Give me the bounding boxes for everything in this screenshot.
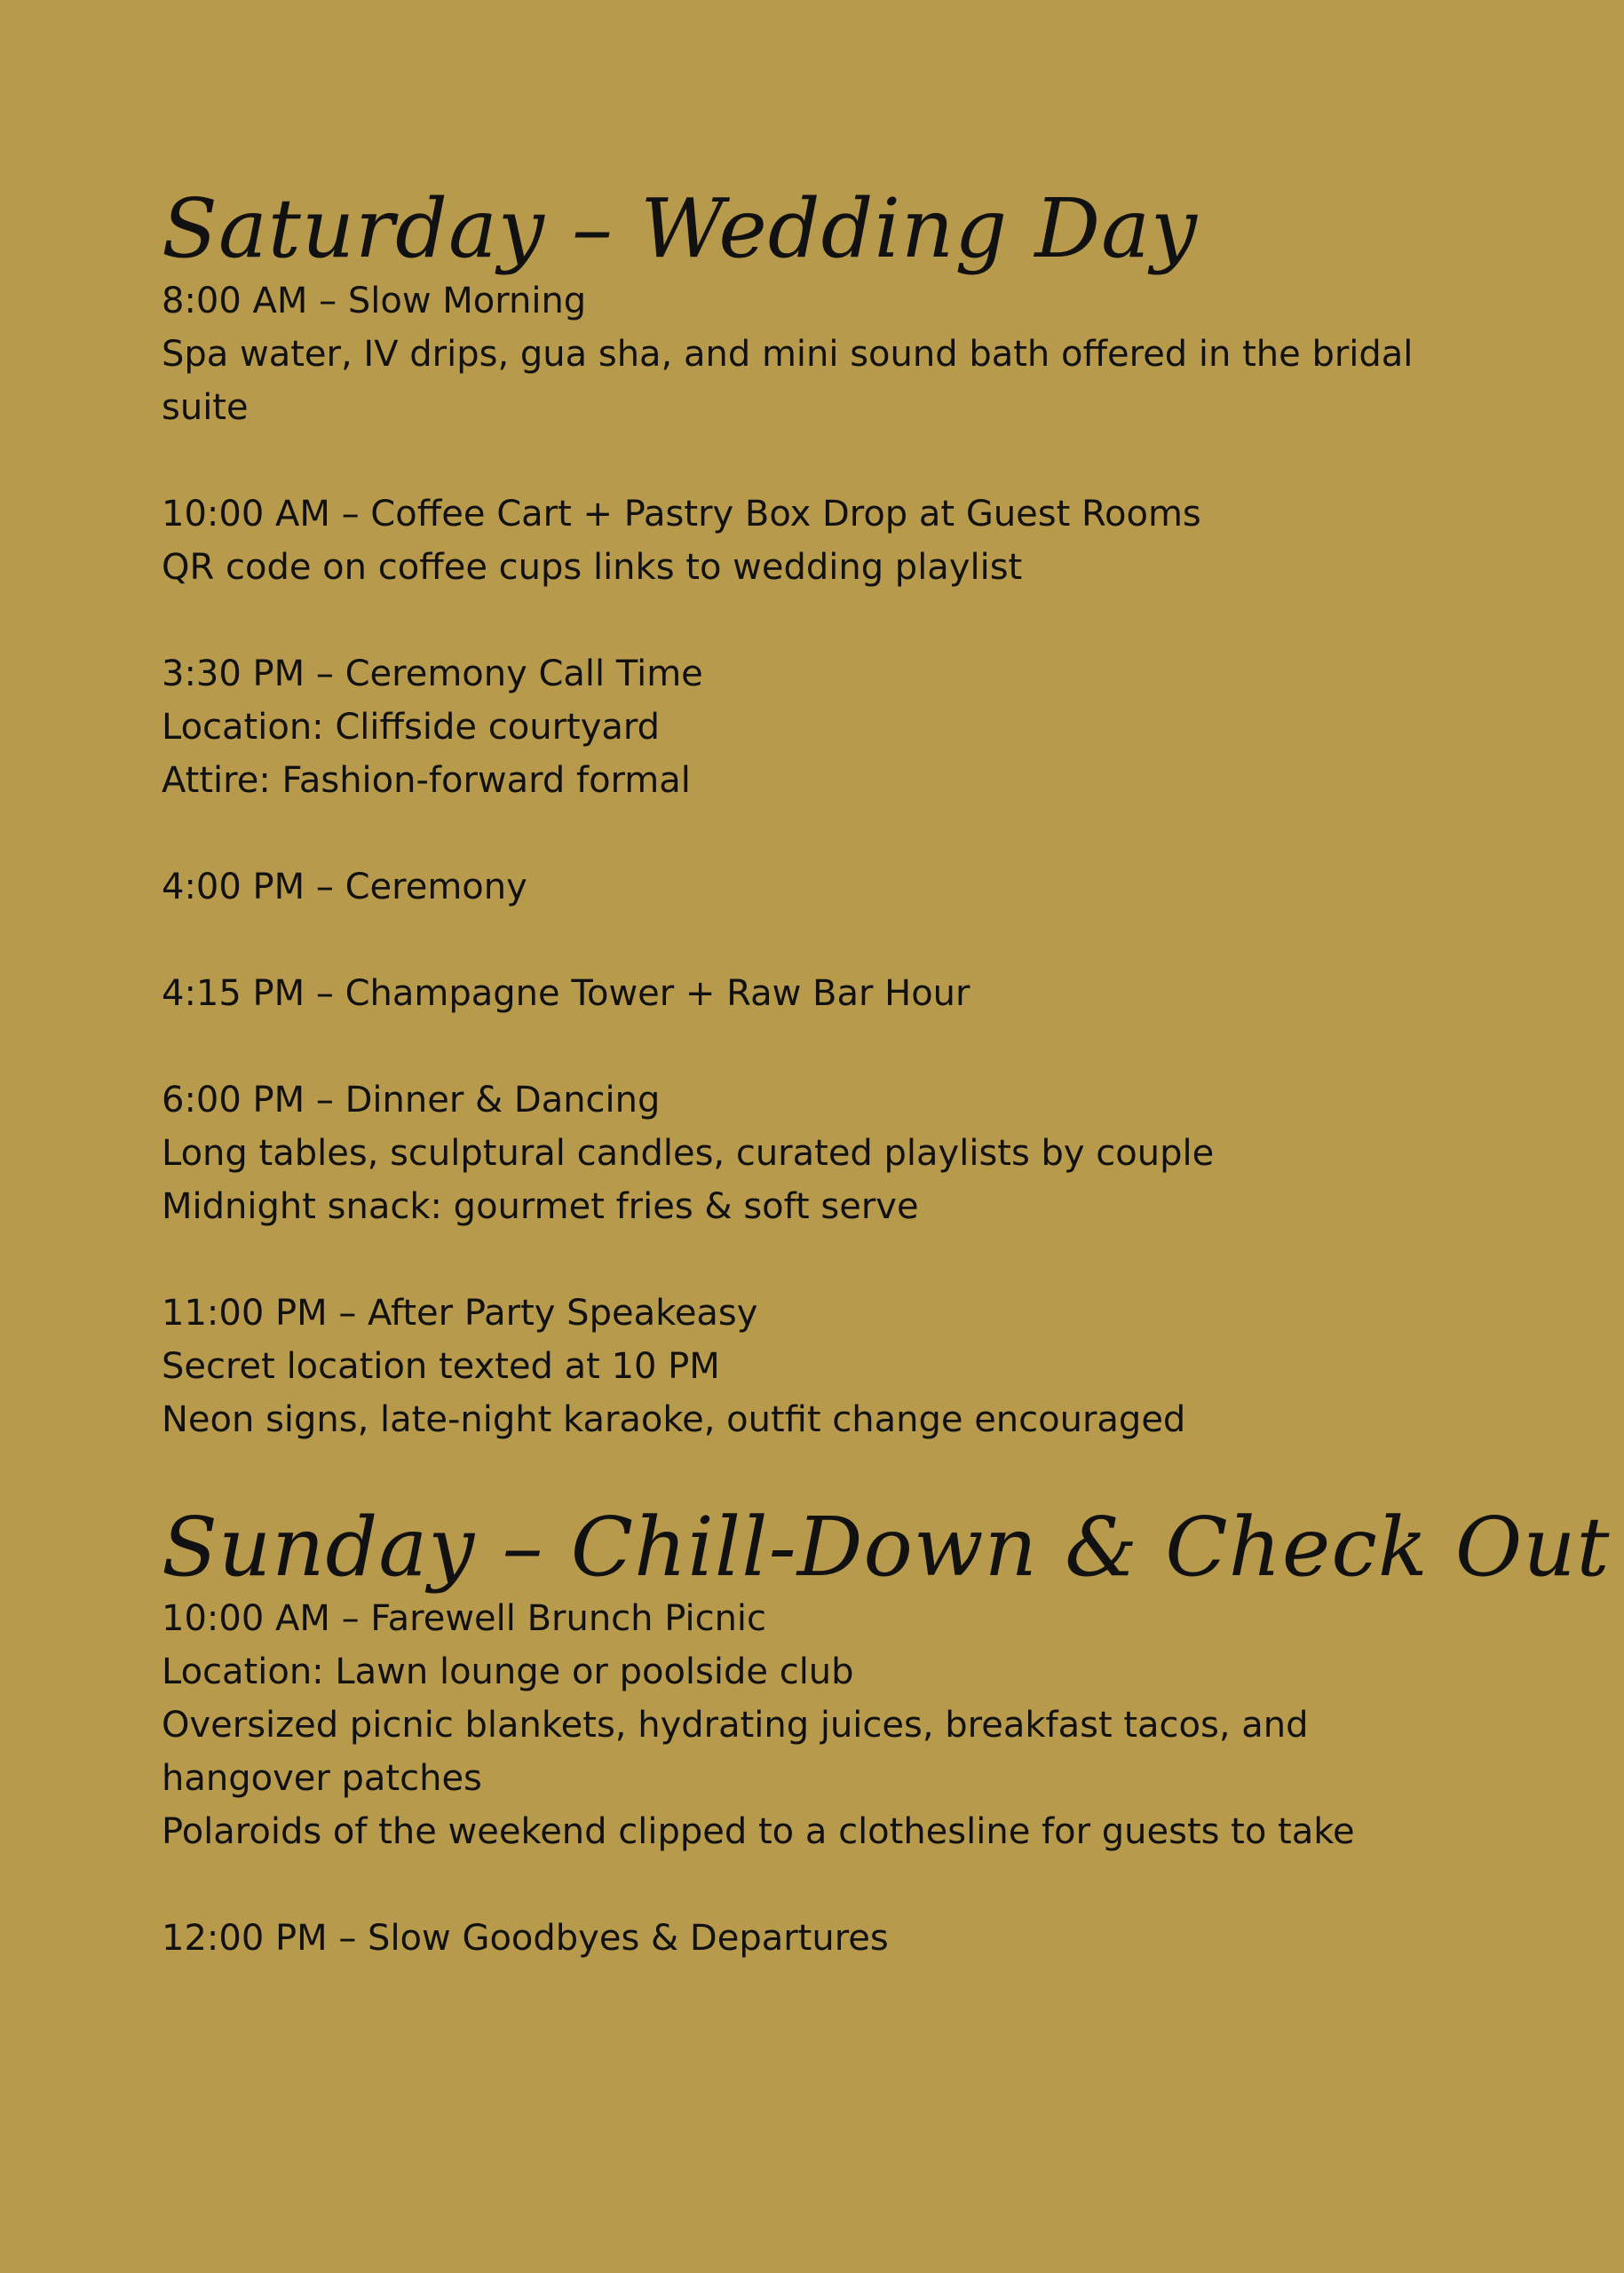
event-detail-list bbox=[162, 328, 1467, 434]
event-detail: Secret location texted at 10 PM bbox=[162, 1345, 720, 1387]
event-dinner-dancing bbox=[162, 1073, 1467, 1233]
event-title: 6:00 PM – Dinner & Dancing bbox=[162, 1079, 661, 1121]
event-detail: Polaroids of the weekend clipped to a clothesline for guests to take bbox=[162, 1811, 1355, 1853]
event-detail-list bbox=[162, 541, 1467, 594]
event-title: 4:00 PM – Ceremony bbox=[162, 866, 527, 907]
event-detail: Location: Lawn lounge or poolside club bbox=[162, 1651, 854, 1693]
sunday-section bbox=[162, 1499, 1611, 1966]
event-ceremony bbox=[162, 860, 1467, 914]
saturday-heading: Saturday – Wedding Day bbox=[162, 181, 1198, 276]
event-farewell-brunch bbox=[162, 1592, 1467, 1858]
event-title: 4:15 PM – Champagne Tower + Raw Bar Hour bbox=[162, 972, 970, 1014]
sunday-event-list bbox=[162, 1592, 1467, 1965]
sunday-heading: Sunday – Chill-Down & Check Out bbox=[162, 1499, 1611, 1595]
event-slow-goodbyes bbox=[162, 1912, 1467, 1965]
event-detail: Midnight snack: gourmet fries & soft serve bbox=[162, 1185, 919, 1227]
event-detail-list bbox=[162, 1645, 1467, 1858]
event-champagne-tower bbox=[162, 967, 1467, 1020]
event-detail-list bbox=[162, 1127, 1467, 1233]
event-coffee-cart bbox=[162, 487, 1467, 594]
event-title: 11:00 PM – After Party Speakeasy bbox=[162, 1292, 758, 1334]
event-detail: Location: Cliffside courtyard bbox=[162, 706, 661, 748]
event-detail-list bbox=[162, 1340, 1467, 1446]
event-title: 12:00 PM – Slow Goodbyes & Departures bbox=[162, 1918, 889, 1960]
event-title: 10:00 AM – Coffee Cart + Pastry Box Drop at Guest Rooms bbox=[162, 493, 1201, 535]
saturday-event-list bbox=[162, 274, 1467, 1446]
event-detail: Neon signs, late-night karaoke, outfit change encouraged bbox=[162, 1398, 1186, 1440]
event-detail: Attire: Fashion-forward formal bbox=[162, 759, 691, 801]
event-detail: Long tables, sculptural candles, curated playlists by couple bbox=[162, 1132, 1215, 1174]
event-title: 3:30 PM – Ceremony Call Time bbox=[162, 653, 703, 694]
event-title: 8:00 AM – Slow Morning bbox=[162, 280, 587, 321]
event-title: 10:00 AM – Farewell Brunch Picnic bbox=[162, 1598, 767, 1640]
saturday-section bbox=[162, 181, 1467, 1446]
event-after-party bbox=[162, 1287, 1467, 1446]
event-slow-morning bbox=[162, 274, 1467, 434]
itinerary-content bbox=[162, 181, 1611, 1965]
event-detail: Spa water, IV drips, gua sha, and mini sound bath offered in the bridal suite bbox=[162, 333, 1414, 428]
event-detail-list bbox=[162, 701, 1467, 807]
event-detail: Oversized picnic blankets, hydrating juices, breakfast tacos, and hangover patches bbox=[162, 1705, 1309, 1800]
event-ceremony-call-time bbox=[162, 647, 1467, 807]
event-detail: QR code on coffee cups links to wedding playlist bbox=[162, 546, 1023, 588]
